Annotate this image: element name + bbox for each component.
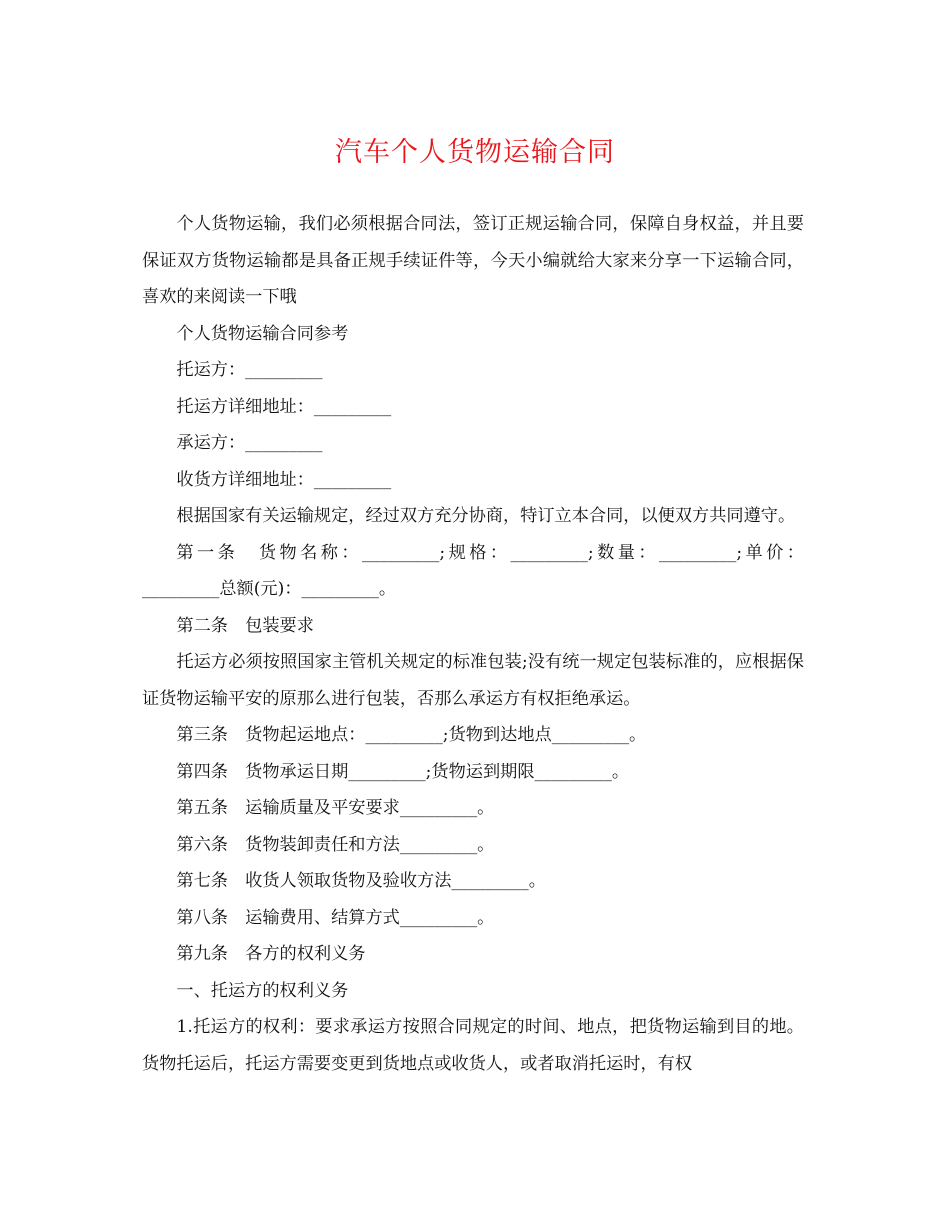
intro-paragraph: 个人货物运输，我们必须根据合同法，签订正规运输合同，保障自身权益，并且要保证双方货物运输都是具备正规手续证件等，今天小编就给大家来分享一下运输合同，喜欢的来阅读一下哦 <box>142 214 804 307</box>
article-4: 第四条 货物承运日期_________;货物运到期限_________。 <box>176 761 630 782</box>
article-3: 第三条 货物起运地点：_________;货物到达地点_________。 <box>176 725 647 745</box>
article-9-heading: 第九条 各方的权利义务 <box>176 944 366 964</box>
shipper-rights-paragraph: 1.托运方的权利：要求承运方按照合同规定的时间、地点，把货物运输到目的地。货物托运后，托运方需要变更到货地点或收货人，或者取消托运时，有权 <box>142 1017 804 1074</box>
carrier-line: 承运方：_________ <box>176 433 323 453</box>
shipper-address-line: 托运方详细地址：_________ <box>176 396 392 417</box>
preamble-paragraph: 根据国家有关运输规定，经过双方充分协商，特订立本合同，以便双方共同遵守。 <box>176 506 796 526</box>
section-shipper-rights: 一、托运方的权利义务 <box>176 980 349 1001</box>
shipper-line: 托运方：_________ <box>176 360 323 380</box>
article-1: 第一条 货物名称：_________;规格：_________;数量：_________;单价：_________总额(元)：_________。 <box>142 542 804 599</box>
document-title: 汽车个人货物运输合同 <box>335 137 615 168</box>
reference-heading: 个人货物运输合同参考 <box>176 323 349 344</box>
article-6: 第六条 货物装卸责任和方法_________。 <box>176 834 495 855</box>
consignee-address-line: 收货方详细地址：_________ <box>176 469 392 490</box>
article-2-body: 托运方必须按照国家主管机关规定的标准包装;没有统一规定包装标准的，应根据保证货物运输平安的原那么进行包装，否那么承运方有权拒绝承运。 <box>142 652 804 709</box>
article-8: 第八条 运输费用、结算方式_________。 <box>176 907 495 928</box>
document-body <box>142 206 804 1082</box>
article-7: 第七条 收货人领取货物及验收方法_________。 <box>176 871 546 891</box>
article-2-heading: 第二条 包装要求 <box>176 615 314 636</box>
article-5: 第五条 运输质量及平安要求_________。 <box>176 798 495 818</box>
